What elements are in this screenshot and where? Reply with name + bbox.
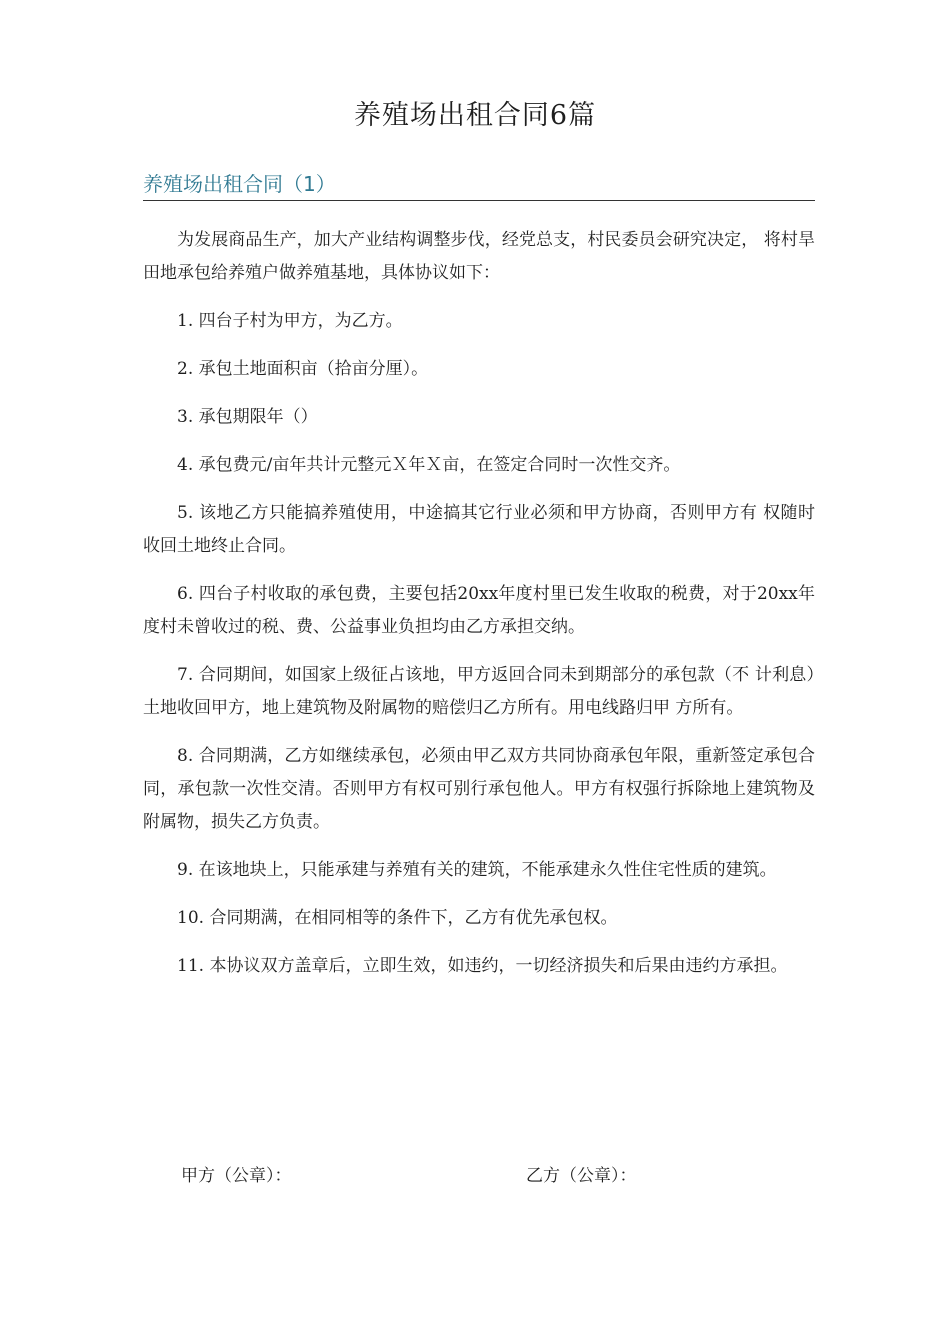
clause-3: 3. 承包期限年（） (177, 407, 318, 427)
clause-5: 5. 该地乙方只能搞养殖使用，中途搞其它行业必须和甲方协商，否则甲方有 权随时收回土地终止合同。 (143, 503, 815, 556)
clause-8: 8. 合同期满，乙方如继续承包，必须由甲乙双方共同协商承包年限，重新签定承包合同，承包款一次性交清。否则甲方有权可别行承包他人。甲方有权强行拆除地上建筑物及附属物，损失乙方负责。 (143, 746, 815, 832)
clause-11: 11. 本协议双方盖章后，立即生效，如违约，一切经济损失和后果由违约方承担。 (177, 956, 788, 976)
clause-4: 4. 承包费元/亩年共计元整元Ｘ年Ｘ亩，在签定合同时一次性交齐。 (177, 455, 681, 475)
signature-row (0, 1160, 950, 1193)
document-title: 养殖场出租合同6篇 (353, 100, 597, 131)
clause-6: 6. 四台子村收取的承包费，主要包括20xx年度村里已发生收取的税费，对于20xx年度村未曾收过的税、费、公益事业负担均由乙方承担交纳。 (143, 584, 815, 637)
intro-paragraph: 为发展商品生产，加大产业结构调整步伐，经党总支，村民委员会研究决定， 将村旱田地承包给养殖户做养殖基地，具体协议如下： (143, 230, 815, 283)
clause-2: 2. 承包土地面积亩（拾亩分厘）。 (177, 359, 429, 379)
section-heading: 养殖场出租合同（1） (143, 170, 815, 201)
party-a-signature: 甲方（公章）： (181, 1166, 292, 1186)
clause-9: 9. 在该地块上，只能承建与养殖有关的建筑，不能承建永久性住宅性质的建筑。 (177, 860, 777, 880)
party-b-signature: 乙方（公章）： (526, 1166, 637, 1186)
contract-body (143, 224, 815, 998)
clause-1: 1. 四台子村为甲方，为乙方。 (177, 311, 403, 331)
clause-10: 10. 合同期满，在相同相等的条件下，乙方有优先承包权。 (177, 908, 618, 928)
clause-7: 7. 合同期间，如国家上级征占该地，甲方返回合同未到期部分的承包款（不 计利息）土地收回甲方，地上建筑物及附属物的赔偿归乙方所有。用电线路归甲 方所有。 (143, 665, 815, 718)
